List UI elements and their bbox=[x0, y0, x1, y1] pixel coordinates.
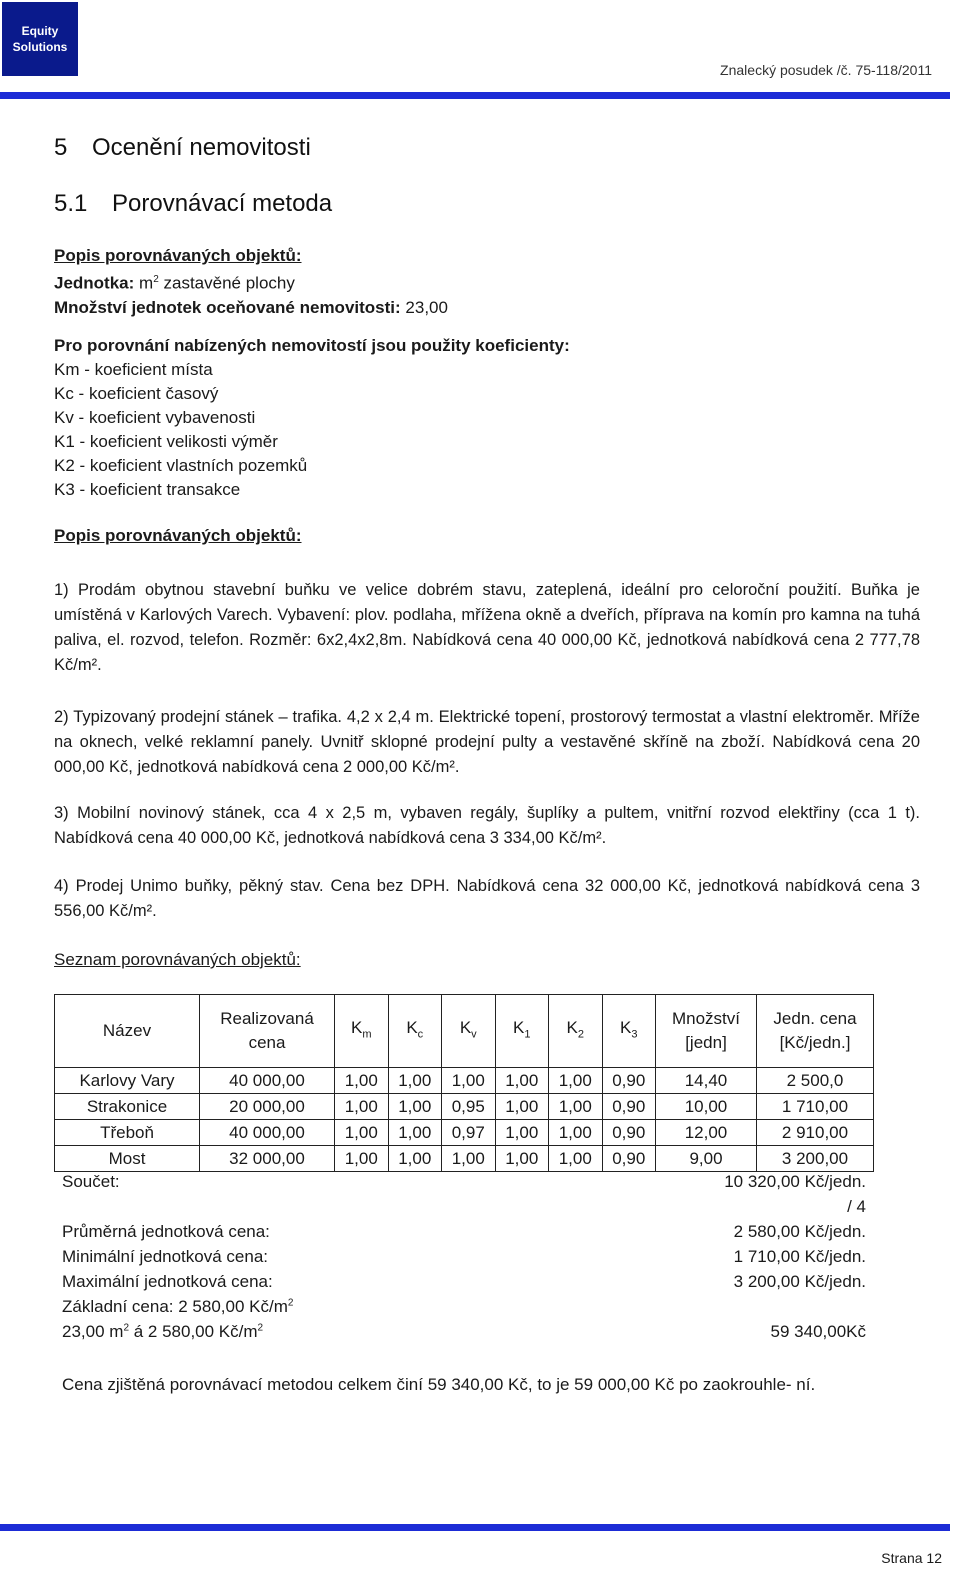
jednotka-sup: 2 bbox=[153, 274, 159, 285]
cell: 9,00 bbox=[656, 1146, 757, 1172]
k-letter: K bbox=[566, 1017, 578, 1037]
mnozstvi-line bbox=[54, 296, 570, 320]
header-k3 bbox=[602, 995, 656, 1068]
cell: 1,00 bbox=[495, 1120, 549, 1146]
k-letter: K bbox=[459, 1017, 472, 1037]
section-number: 5 bbox=[54, 134, 68, 161]
coef-heading: Pro porovnání nabízených nemovitostí jsou použity koeficienty: bbox=[54, 335, 570, 355]
calc-value: 59 340,00Kč bbox=[770, 1322, 866, 1341]
header-nazev: Název bbox=[55, 995, 200, 1068]
calc-line bbox=[62, 1322, 263, 1342]
cell: 1,00 bbox=[335, 1068, 389, 1094]
jednotka-rest: zastavěné plochy bbox=[163, 273, 295, 293]
zaklad-label: Základní cena: 2 580,00 Kč/m bbox=[62, 1297, 288, 1316]
coef-item: K3 - koeficient transakce bbox=[54, 479, 241, 499]
cell: 1,00 bbox=[549, 1068, 603, 1094]
jednotka-label: Jednotka: bbox=[54, 273, 135, 293]
subsection-heading bbox=[54, 190, 332, 218]
calc-a: 23,00 m bbox=[62, 1322, 124, 1341]
mnozstvi-label: Množství jednotek oceňované nemovitosti: bbox=[54, 297, 401, 317]
prumer-value: 2 580,00 Kč/jedn. bbox=[733, 1222, 866, 1241]
cell: 0,97 bbox=[442, 1120, 496, 1146]
cell: Most bbox=[55, 1146, 200, 1172]
soucet-value: 10 320,00 Kč/jedn. bbox=[724, 1172, 866, 1191]
jednotka-value: m bbox=[139, 273, 154, 293]
prumer-label: Průměrná jednotková cena: bbox=[62, 1222, 270, 1241]
cell: 0,90 bbox=[602, 1068, 656, 1094]
divisor: / 4 bbox=[847, 1197, 866, 1216]
cell: 1,00 bbox=[388, 1120, 442, 1146]
cell: 1,00 bbox=[495, 1146, 549, 1172]
conclusion: Cena zjištěná porovnávací metodou celkem činí 59 340,00 Kč, to je 59 000,00 Kč po zaokrouhle- ní. bbox=[62, 1375, 816, 1394]
k-letter: K bbox=[513, 1017, 525, 1037]
table-row bbox=[55, 1120, 874, 1146]
cell: 2 910,00 bbox=[757, 1120, 874, 1146]
k-letter: K bbox=[406, 1017, 418, 1037]
header-jedn-line2: [Kč/jedn.] bbox=[779, 1033, 851, 1052]
header-kv bbox=[442, 995, 496, 1068]
cell: 40 000,00 bbox=[200, 1068, 335, 1094]
table-row bbox=[55, 1094, 874, 1120]
header-km bbox=[335, 995, 389, 1068]
object-description: 2) Typizovaný prodejní stánek – trafika. 4,2 x 2,4 m. Elektrické topení, prostorový termostat a vlastní elektroměr. Mříže na oknech, velké reklamní panely. Uvnitř sklopné prodejní pulty a vestavěné skříně na zboží. Nabídková cena 20 000,00 Kč, jednotková nabídková cena 2 000,00 Kč/m². bbox=[54, 708, 920, 776]
subsection-number: 5.1 bbox=[54, 190, 88, 217]
page-number: Strana 12 bbox=[881, 1550, 942, 1566]
k2-sub: 2 bbox=[577, 1028, 584, 1041]
cell: Třeboň bbox=[55, 1120, 200, 1146]
coef-item: Kv - koeficient vybavenosti bbox=[54, 407, 256, 427]
table-row bbox=[55, 1068, 874, 1094]
object-description: 1) Prodám obytnou stavební buňku ve velice dobrém stavu, zateplená, ideální pro celoroční použití. Buňka je umístěná v Karlových Varech. Vybavení: plov. podlaha, mřížena okně a dveřích, příprava na komín pro kamna na tuhá paliva, el. rozvod, telefon. Rozměr: 6x2,4x2,8m. Nabídková cena 40 000,00 Kč, jednotková nabídková cena 2 777,78 Kč/m². bbox=[54, 581, 920, 674]
cell: Strakonice bbox=[55, 1094, 200, 1120]
cell: 1,00 bbox=[549, 1094, 603, 1120]
header-jedn-line1: Jedn. cena bbox=[773, 1009, 857, 1028]
document-reference: Znalecký posudek /č. 75-118/2011 bbox=[720, 62, 932, 78]
k1-sub: 1 bbox=[524, 1028, 531, 1041]
calc-sup-b: 2 bbox=[257, 1322, 264, 1334]
cell: 0,90 bbox=[602, 1094, 656, 1120]
header-k1 bbox=[495, 995, 549, 1068]
coef-item: K2 - koeficient vlastních pozemků bbox=[54, 455, 308, 475]
cell: 20 000,00 bbox=[200, 1094, 335, 1120]
list-heading: Seznam porovnávaných objektů: bbox=[54, 950, 301, 969]
header-cena-line2: cena bbox=[248, 1033, 286, 1052]
footer-rule bbox=[0, 1524, 950, 1531]
max-value: 3 200,00 Kč/jedn. bbox=[733, 1272, 866, 1291]
cell: 1,00 bbox=[495, 1094, 549, 1120]
k3-sub: 3 bbox=[631, 1028, 638, 1041]
cell: 40 000,00 bbox=[200, 1120, 335, 1146]
cell: 1,00 bbox=[388, 1146, 442, 1172]
popis-label: Popis porovnávaných objektů: bbox=[54, 246, 302, 265]
cell: 1 710,00 bbox=[757, 1094, 874, 1120]
calc-b: á 2 580,00 Kč/m bbox=[129, 1322, 258, 1341]
objects-heading: Popis porovnávaných objektů: bbox=[54, 526, 302, 545]
header-k2 bbox=[549, 995, 603, 1068]
zaklad-line bbox=[62, 1297, 293, 1317]
kc-sub: c bbox=[417, 1028, 424, 1041]
cell: 1,00 bbox=[442, 1146, 496, 1172]
header-cena-line1: Realizovaná bbox=[220, 1009, 314, 1028]
coef-item: Kc - koeficient časový bbox=[54, 383, 219, 403]
cell: 1,00 bbox=[335, 1146, 389, 1172]
cell: 1,00 bbox=[388, 1068, 442, 1094]
cell: 0,90 bbox=[602, 1120, 656, 1146]
jednotka-line bbox=[54, 268, 570, 296]
k-letter: K bbox=[620, 1017, 632, 1037]
min-value: 1 710,00 Kč/jedn. bbox=[733, 1247, 866, 1266]
object-description: 4) Prodej Unimo buňky, pěkný stav. Cena bez DPH. Nabídková cena 32 000,00 Kč, jednotková nabídková cena 3 556,00 Kč/m². bbox=[54, 877, 920, 920]
header-mnozstvi-line1: Množství bbox=[671, 1009, 741, 1028]
cell: 1,00 bbox=[549, 1146, 603, 1172]
cell: 1,00 bbox=[335, 1094, 389, 1120]
cell: 3 200,00 bbox=[757, 1146, 874, 1172]
cell: 1,00 bbox=[442, 1068, 496, 1094]
logo-line1: Equity bbox=[21, 24, 59, 38]
cell: 1,00 bbox=[335, 1120, 389, 1146]
soucet-label: Součet: bbox=[62, 1172, 120, 1191]
max-label: Maximální jednotková cena: bbox=[62, 1272, 273, 1291]
header-cena bbox=[200, 995, 335, 1068]
header-mnozstvi-line2: [jedn] bbox=[685, 1033, 727, 1052]
km-sub: m bbox=[362, 1028, 372, 1041]
mnozstvi-value: 23,00 bbox=[405, 297, 448, 317]
logo-line2: Solutions bbox=[12, 40, 68, 54]
cell: 2 500,0 bbox=[757, 1068, 874, 1094]
min-label: Minimální jednotková cena: bbox=[62, 1247, 269, 1266]
intro-block bbox=[54, 244, 570, 502]
comparison-table bbox=[54, 994, 874, 1172]
cell: 1,00 bbox=[549, 1120, 603, 1146]
cell: 0,90 bbox=[602, 1146, 656, 1172]
calc-sup-a: 2 bbox=[123, 1322, 129, 1334]
cell: Karlovy Vary bbox=[55, 1068, 200, 1094]
k-letter: K bbox=[350, 1017, 363, 1037]
coef-item: K1 - koeficient velikosti výměr bbox=[54, 431, 278, 451]
section-heading bbox=[54, 134, 311, 162]
cell: 0,95 bbox=[442, 1094, 496, 1120]
header-kc bbox=[388, 995, 442, 1068]
header-mnozstvi bbox=[656, 995, 757, 1068]
header-jedn-cena bbox=[757, 995, 874, 1068]
table-row bbox=[55, 1146, 874, 1172]
company-logo bbox=[2, 2, 78, 76]
object-description: 3) Mobilní novinový stánek, cca 4 x 2,5 m, vybaven regály, šuplíky a pultem, vnitřní rozvod elektřiny (cca 1 t). Nabídková cena 40 000,00 Kč, jednotková nabídková cena 3 334,00 Kč/m². bbox=[54, 804, 920, 847]
header-rule bbox=[0, 92, 950, 99]
coef-item: Km - koeficient místa bbox=[54, 359, 213, 379]
section-title: Ocenění nemovitosti bbox=[92, 134, 311, 161]
cell: 32 000,00 bbox=[200, 1146, 335, 1172]
cell: 1,00 bbox=[495, 1068, 549, 1094]
zaklad-sup: 2 bbox=[287, 1297, 294, 1309]
cell: 14,40 bbox=[656, 1068, 757, 1094]
kv-sub: v bbox=[471, 1028, 477, 1041]
cell: 10,00 bbox=[656, 1094, 757, 1120]
cell: 1,00 bbox=[388, 1094, 442, 1120]
table-header-row bbox=[55, 995, 874, 1068]
subsection-title: Porovnávací metoda bbox=[112, 190, 333, 217]
cell: 12,00 bbox=[656, 1120, 757, 1146]
